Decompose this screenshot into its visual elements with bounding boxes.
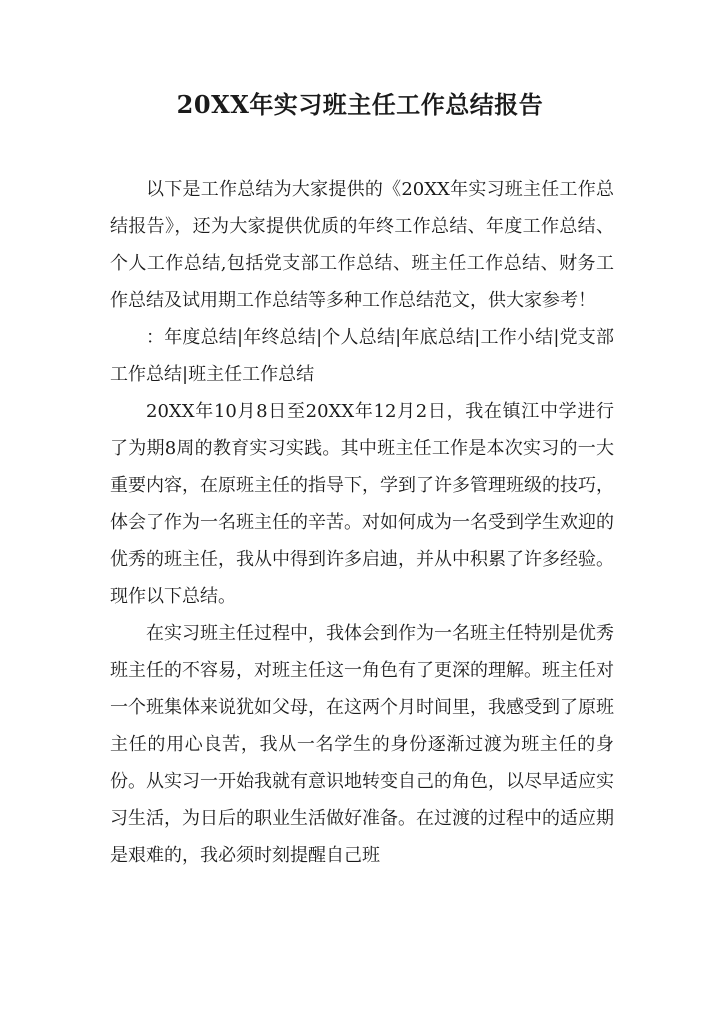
tags-paragraph: ：年度总结|年终总结|个人总结|年底总结|工作小结|党支部工作总结|班主任工作总结 <box>110 327 614 385</box>
document-body <box>110 171 614 874</box>
page-title: 20XX年实习班主任工作总结报告 <box>176 90 544 119</box>
intro-paragraph: 以下是工作总结为大家提供的《20XX年实习班主任工作总结报告》，还为大家提供优质的年终工作总结、年度工作总结、个人工作总结,包括党支部工作总结、班主任工作总结、财务工作总结及试用期工作总结等多种工作总结范文，供大家参考！ <box>110 179 614 311</box>
internship-overview-paragraph: 20XX年10月8日至20XX年12月2日，我在镇江中学进行了为期8周的教育实习实践。其中班主任工作是本次实习的一大重要内容，在原班主任的指导下，学到了许多管理班级的技巧，体会了作为一名班主任的辛苦。对如何成为一名受到学生欢迎的优秀的班主任，我从中得到许多启迪，并从中积累了许多经验。现作以下总结。 <box>110 401 614 607</box>
experience-paragraph: 在实习班主任过程中，我体会到作为一名班主任特别是优秀班主任的不容易，对班主任这一角色有了更深的理解。班主任对一个班集体来说犹如父母，在这两个月时间里，我感受到了原班主任的用心良苦，我从一名学生的身份逐渐过渡为班主任的身份。从实习一开始我就有意识地转变自己的角色，以尽早适应实习生活，为日后的职业生活做好准备。在过渡的过程中的适应期是艰难的，我必须时刻提醒自己班 <box>110 623 614 866</box>
